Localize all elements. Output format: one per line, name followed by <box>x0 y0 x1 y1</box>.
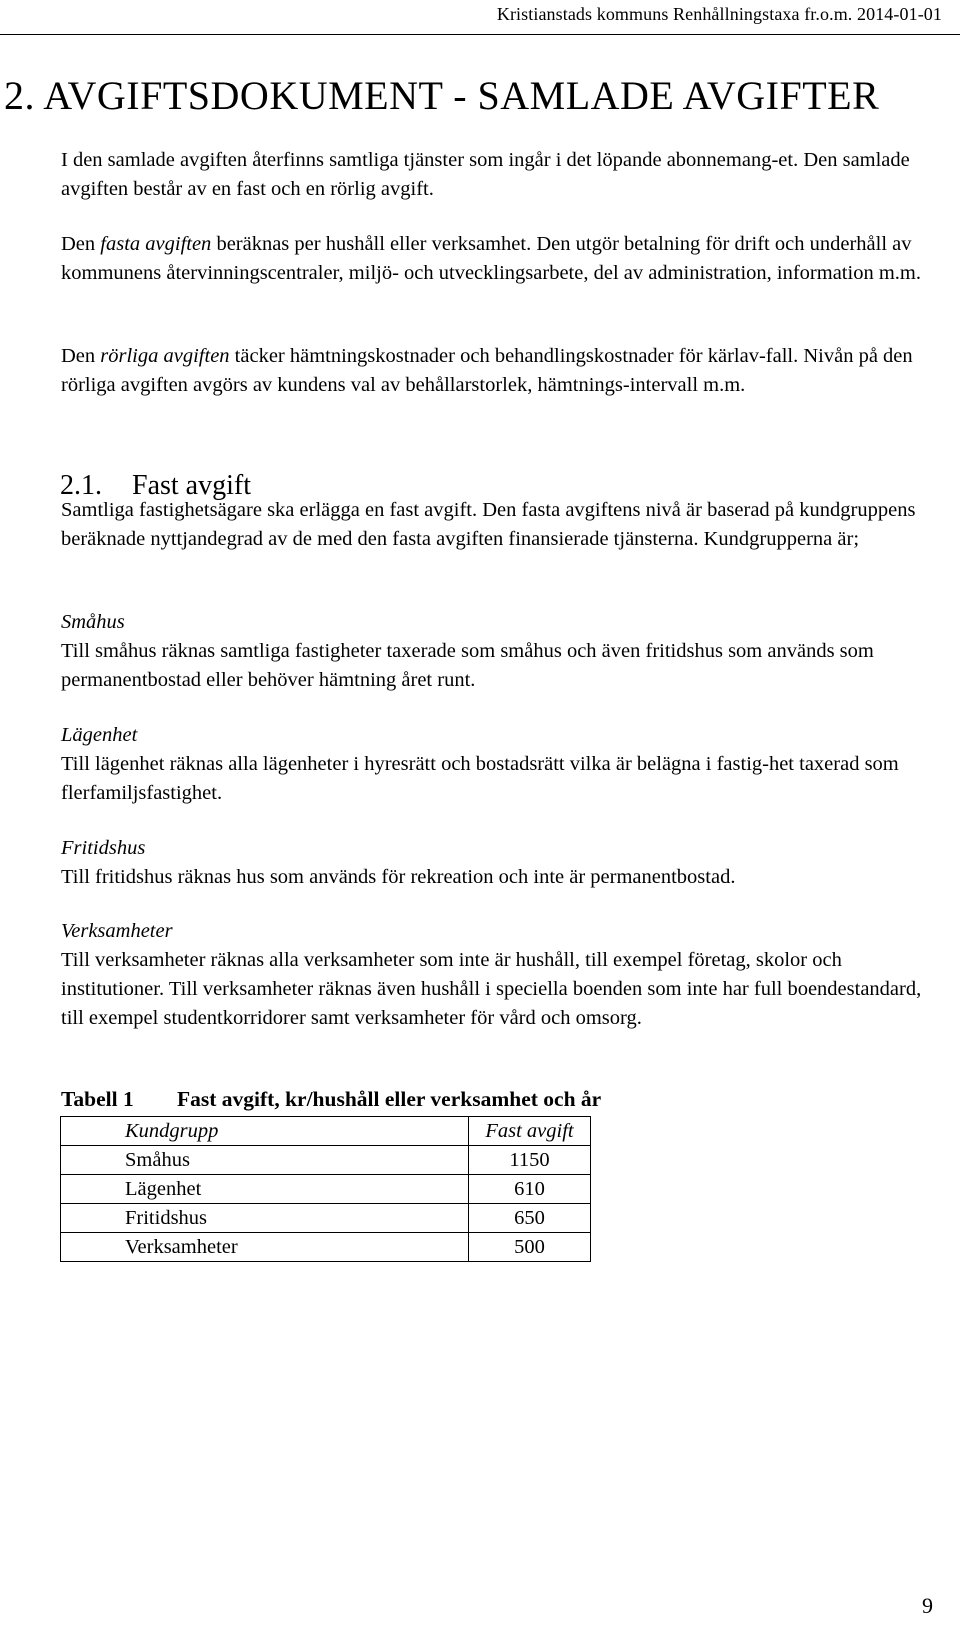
intro-text-1: I den samlade avgiften återfinns samtliga tjänster som ingår i det löpande abonnemang-et. Den samlade avgiften består av en fast och en rörlig avgift. <box>61 149 910 200</box>
header-cell-kundgrupp: Kundgrupp <box>61 1117 469 1146</box>
group-label: Fritidshus <box>61 837 146 859</box>
intro-3-rest: täcker hämtningskostnader och behandlingskostnader för kärlav-fall. Nivån på den rörliga avgiften avgörs av kundens val av behållarstorlek, hämtnings-intervall m.m. <box>61 345 913 396</box>
intro-text-2 <box>61 230 931 288</box>
table-row <box>61 1175 591 1204</box>
cell-group: Verksamheter <box>61 1233 469 1262</box>
page-number: 9 <box>922 1593 933 1618</box>
intro-paragraph-2 <box>61 230 931 288</box>
section-title: Fast avgift <box>132 470 251 501</box>
fixed-fee-table <box>60 1116 591 1262</box>
table-row <box>61 1233 591 1262</box>
intro-2-lead: Den <box>61 233 101 255</box>
header-divider <box>0 34 960 35</box>
intro-3-lead: Den <box>61 345 101 367</box>
group-text: Till fritidshus räknas hus som används för rekreation och inte är permanentbostad. <box>61 866 736 888</box>
group-text: Till lägenhet räknas alla lägenheter i hyresrätt och bostadsrätt vilka är belägna i fastig-het taxerad som flerfamiljsfastighet. <box>61 753 899 804</box>
cell-fee: 610 <box>469 1175 591 1204</box>
running-header: Kristianstads kommuns Renhållningstaxa fr.o.m. 2014-01-01 <box>496 4 942 24</box>
intro-paragraph-1 <box>61 146 931 204</box>
chapter-title: 2. AVGIFTSDOKUMENT - SAMLADE AVGIFTER <box>4 73 880 118</box>
cell-group: Lägenhet <box>61 1175 469 1204</box>
cell-group: Fritidshus <box>61 1204 469 1233</box>
group-text: Till småhus räknas samtliga fastigheter taxerade som småhus och även fritidshus som används som permanentbostad eller behöver hämtning året runt. <box>61 640 874 691</box>
header-cell-fast-avgift: Fast avgift <box>469 1117 591 1146</box>
cell-group: Småhus <box>61 1146 469 1175</box>
table-caption-title: Fast avgift, kr/hushåll eller verksamhet och år <box>177 1087 602 1111</box>
intro-2-emphasis: fasta avgiften <box>100 233 212 255</box>
section-number: 2.1. <box>60 470 102 501</box>
intro-paragraph-3 <box>61 342 931 400</box>
intro-2-rest: beräknas per hushåll eller verksamhet. Den utgör betalning för drift och underhåll av kommunens återvinningscentraler, miljö- och utvecklingsarbete, del av administration, information m.m. <box>61 233 921 284</box>
cell-fee: 1150 <box>469 1146 591 1175</box>
cell-fee: 500 <box>469 1233 591 1262</box>
table-row <box>61 1204 591 1233</box>
group-label: Lägenhet <box>61 724 138 746</box>
group-text: Till verksamheter räknas alla verksamheter som inte är hushåll, till exempel företag, skolor och institutioner. Till verksamheter räknas även hushåll i speciella boenden som inte har full boendestandard, till exempel studentkorridorer samt verksamheter för vård och omsorg. <box>61 949 922 1029</box>
group-lagenhet <box>61 721 931 808</box>
group-smahus <box>61 608 931 695</box>
table-header-row <box>61 1117 591 1146</box>
table-row <box>61 1146 591 1175</box>
section-intro <box>61 496 931 554</box>
table-caption-number: Tabell 1 <box>61 1087 134 1111</box>
group-label: Småhus <box>61 611 125 633</box>
cell-fee: 650 <box>469 1204 591 1233</box>
group-fritidshus <box>61 834 931 892</box>
group-verksamheter <box>61 917 931 1033</box>
intro-text-3 <box>61 342 931 400</box>
group-label: Verksamheter <box>61 920 173 942</box>
table-caption <box>61 1087 601 1112</box>
intro-3-emphasis: rörliga avgiften <box>100 345 230 367</box>
section-intro-text: Samtliga fastighetsägare ska erlägga en fast avgift. Den fasta avgiftens nivå är baserad på kundgruppens beräknade nyttjandegrad av de med den fasta avgiften finansierade tjänsterna. Kundgrupperna är; <box>61 499 916 550</box>
